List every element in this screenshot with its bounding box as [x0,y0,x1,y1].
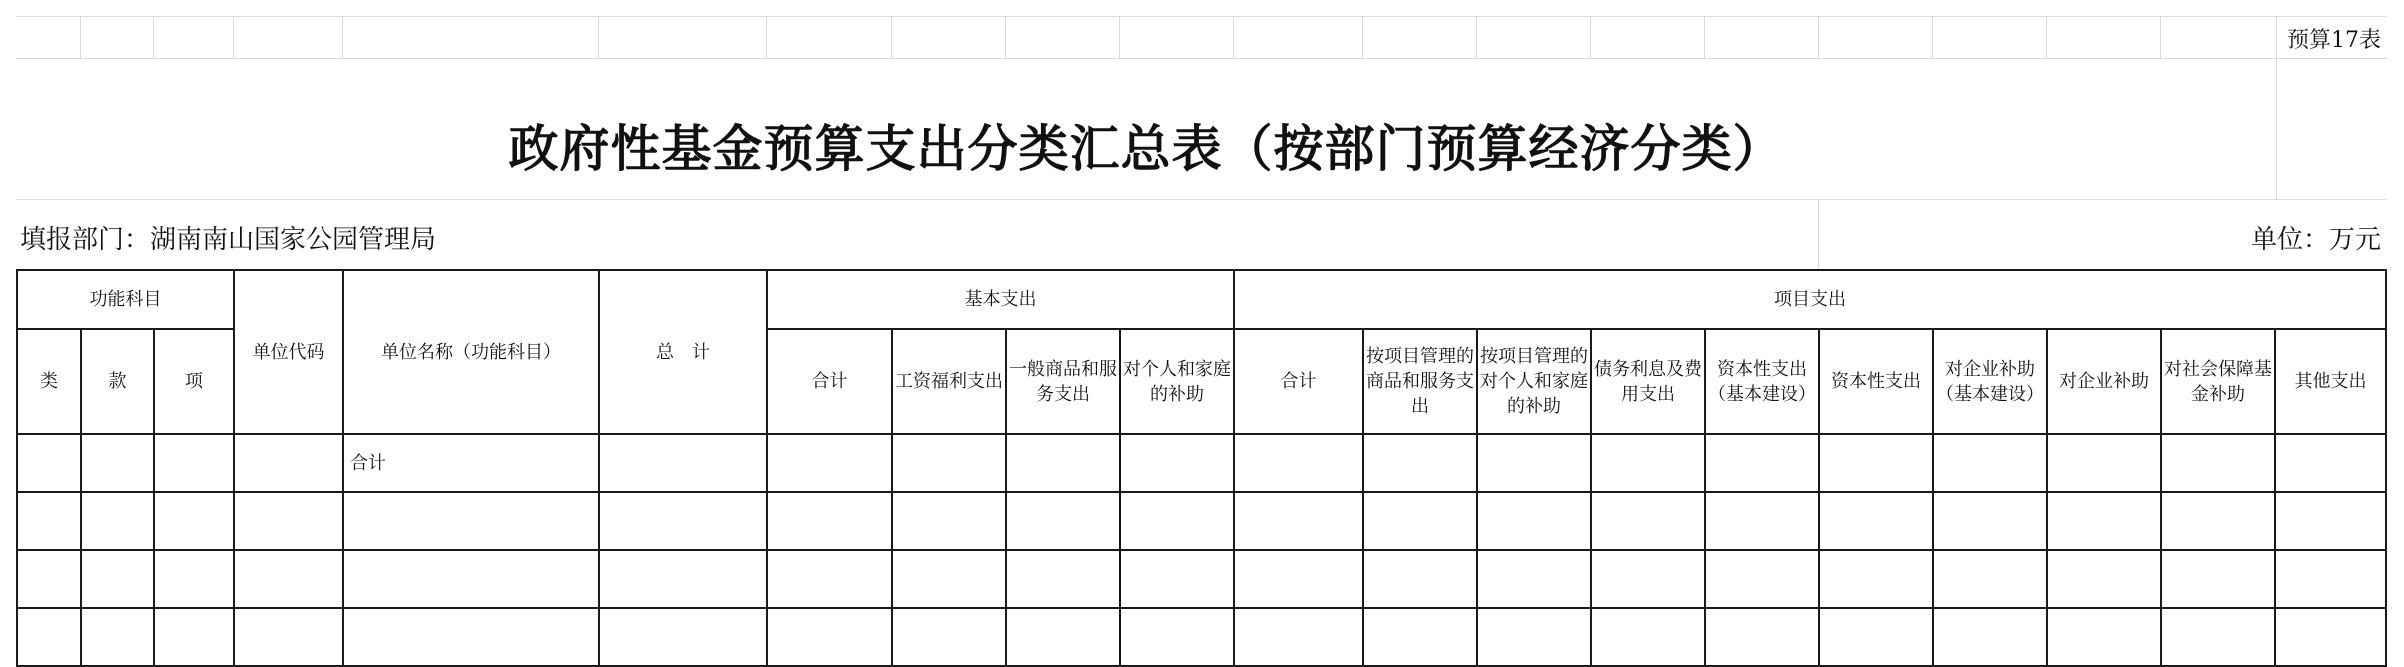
header-kuan: 款 [81,329,154,434]
unit-label: 单位：万元 [2250,225,2381,255]
table-cell[interactable] [1819,434,1933,492]
grid-line [342,17,343,58]
table-cell[interactable] [343,550,599,608]
table-cell[interactable] [1705,492,1819,550]
table-cell[interactable] [2275,608,2386,666]
header-project-debt: 债务利息及费用支出 [1591,329,1705,434]
page-title: 政府性基金预算支出分类汇总表（按部门预算经济分类） [508,119,1784,178]
table-cell[interactable] [2047,608,2161,666]
table-cell[interactable] [81,608,154,666]
table-cell[interactable] [1477,434,1591,492]
table-cell[interactable] [1234,434,1363,492]
table-cell[interactable] [1120,550,1234,608]
table-cell[interactable] [154,492,234,550]
header-project-enterprise: 对企业补助 [2047,329,2161,434]
table-cell[interactable] [1363,434,1477,492]
table-cell[interactable] [2161,608,2275,666]
title-band [16,57,2387,200]
table-cell[interactable] [1477,492,1591,550]
header-project-individual: 按项目管理的对个人和家庭的补助 [1477,329,1591,434]
table-cell[interactable] [1120,608,1234,666]
table-cell[interactable] [767,492,892,550]
table-cell[interactable] [892,492,1006,550]
table-row [17,492,2386,550]
grid-line [1704,17,1705,58]
grid-line [1818,17,1819,58]
header-basic-sum: 合计 [767,329,892,434]
header-project-capital-build: 资本性支出（基本建设） [1705,329,1819,434]
grid-line [1362,17,1363,58]
table-cell[interactable] [1819,608,1933,666]
table-cell[interactable] [343,492,599,550]
table-cell[interactable] [81,434,154,492]
grid-line [766,17,767,58]
table-cell[interactable] [1819,550,1933,608]
table-cell[interactable] [599,492,767,550]
table-cell[interactable] [2161,492,2275,550]
header-basic-goods: 一般商品和服务支出 [1006,329,1120,434]
table-cell[interactable] [1363,492,1477,550]
table-cell[interactable] [1120,492,1234,550]
table-cell[interactable] [1006,492,1120,550]
header-project-social: 对社会保障基金补助 [2161,329,2275,434]
table-cell[interactable] [1006,608,1120,666]
header-unit-code: 单位代码 [234,270,343,434]
table-row [17,608,2386,666]
table-cell[interactable] [1705,550,1819,608]
table-cell[interactable] [154,434,234,492]
table-cell[interactable] [1819,492,1933,550]
table-cell[interactable] [2275,550,2386,608]
header-xiang: 项 [154,329,234,434]
table-cell[interactable] [892,608,1006,666]
header-project-goods: 按项目管理的商品和服务支出 [1363,329,1477,434]
table-cell[interactable] [234,608,343,666]
header-project-expenditure: 项目支出 [1234,270,2386,329]
grid-line [2276,17,2277,58]
table-cell[interactable] [2275,434,2386,492]
table-cell[interactable] [17,550,81,608]
table-cell[interactable] [81,492,154,550]
header-project-capital: 资本性支出 [1819,329,1933,434]
grid-line [2160,17,2161,58]
table-cell[interactable] [2275,492,2386,550]
table-cell[interactable] [1933,608,2047,666]
table-cell[interactable] [154,550,234,608]
table-cell[interactable] [1363,608,1477,666]
sum-row-label[interactable]: 合计 [343,434,599,492]
table-cell[interactable] [1705,608,1819,666]
table-cell[interactable] [1933,492,2047,550]
table-cell[interactable] [1933,550,2047,608]
grid-line [891,17,892,58]
table-cell[interactable] [1234,492,1363,550]
form-number: 预算17表 [2287,28,2381,53]
table-cell[interactable] [234,492,343,550]
table-cell[interactable] [892,434,1006,492]
table-cell[interactable] [2047,492,2161,550]
grid-line [1119,17,1120,58]
grid-line [1005,17,1006,58]
table-cell[interactable] [1006,550,1120,608]
department-label: 填报部门：湖南南山国家公园管理局 [20,225,437,255]
header-basic-individual: 对个人和家庭的补助 [1120,329,1234,434]
header-row-1 [17,270,2386,329]
table-cell[interactable] [2047,550,2161,608]
table-cell[interactable] [2161,550,2275,608]
table-cell[interactable] [1006,434,1120,492]
table-cell[interactable] [1234,608,1363,666]
header-functional-subject: 功能科目 [17,270,234,329]
table-cell[interactable] [767,550,892,608]
table-cell[interactable] [234,434,343,492]
grid-line [80,17,81,58]
grid-line [1233,17,1234,58]
header-lei: 类 [17,329,81,434]
grid-line [1932,17,1933,58]
budget-table [16,269,2387,667]
header-project-other: 其他支出 [2275,329,2386,434]
header-unit-name: 单位名称（功能科目） [343,270,599,434]
table-cell[interactable] [599,608,767,666]
grid-line [598,17,599,58]
grid-line [1590,17,1591,58]
table-cell[interactable] [2161,434,2275,492]
header-basic-wages: 工资福利支出 [892,329,1006,434]
table-cell[interactable] [1591,434,1705,492]
header-basic-expenditure: 基本支出 [767,270,1234,329]
table-row-sum [17,434,2386,492]
table-cell[interactable] [154,608,234,666]
table-cell[interactable] [81,550,154,608]
table-cell[interactable] [1477,550,1591,608]
table-cell[interactable] [1705,434,1819,492]
grid-line [2046,17,2047,58]
grid-line [153,17,154,58]
table-row [17,550,2386,608]
info-band [16,199,2387,270]
table-cell[interactable] [17,434,81,492]
grid-line [233,17,234,58]
table-cell[interactable] [599,550,767,608]
table-cell[interactable] [599,434,767,492]
table-cell[interactable] [17,608,81,666]
table-cell[interactable] [892,550,1006,608]
table-cell[interactable] [1591,608,1705,666]
table-cell[interactable] [1591,492,1705,550]
table-cell[interactable] [1591,550,1705,608]
header-project-sum: 合计 [1234,329,1363,434]
grid-line [1818,199,1819,269]
table-cell[interactable] [234,550,343,608]
top-grid-band [16,16,2387,59]
grid-line [1476,17,1477,58]
grid-line [2276,57,2277,199]
table-cell[interactable] [767,434,892,492]
table-cell[interactable] [343,608,599,666]
header-project-enterprise-build: 对企业补助（基本建设） [1933,329,2047,434]
table-cell[interactable] [1363,550,1477,608]
table-cell[interactable] [1933,434,2047,492]
table-cell[interactable] [767,608,892,666]
table-cell[interactable] [1120,434,1234,492]
table-cell[interactable] [1477,608,1591,666]
table-cell[interactable] [2047,434,2161,492]
table-cell[interactable] [1234,550,1363,608]
header-total: 总 计 [599,270,767,434]
table-cell[interactable] [17,492,81,550]
